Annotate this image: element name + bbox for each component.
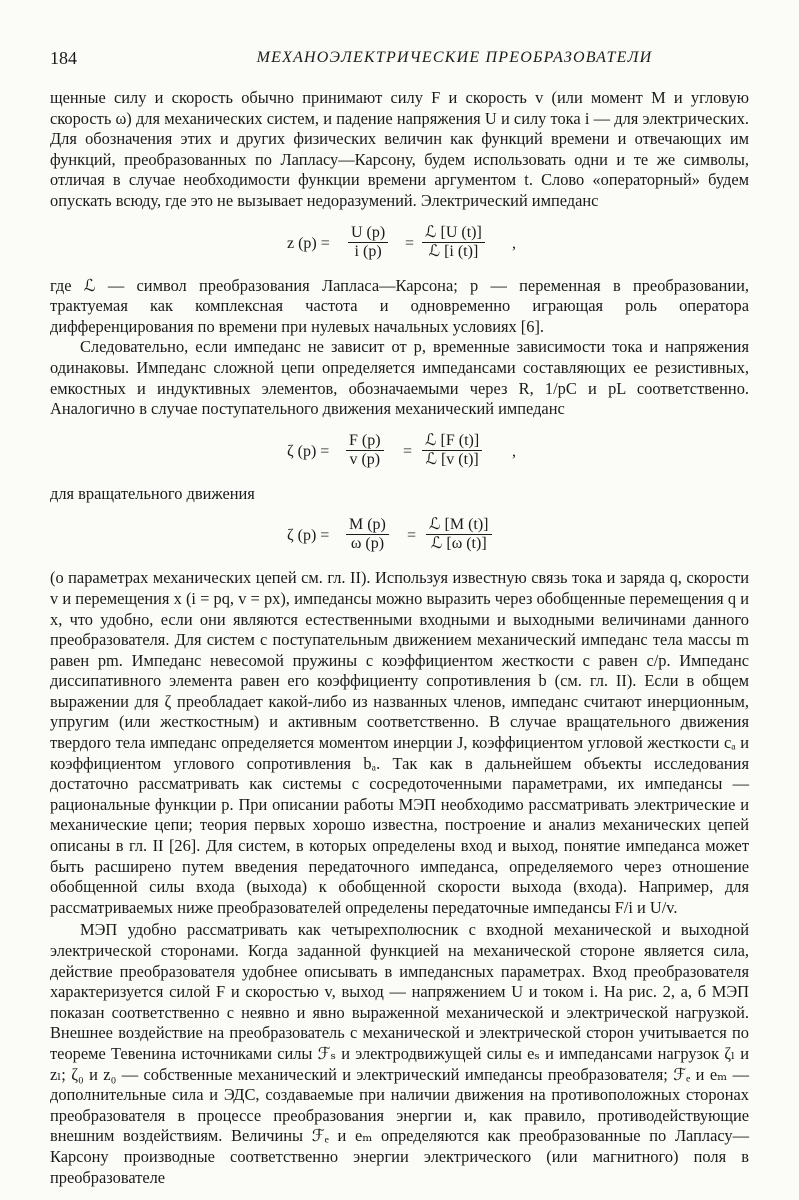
formula-fraction — [348, 224, 388, 261]
formula-fraction-laplace — [422, 432, 482, 469]
formula-fraction — [346, 432, 384, 469]
running-title: МЕХАНОЭЛЕКТРИЧЕСКИЕ ПРЕОБРАЗОВАТЕЛИ — [256, 49, 653, 66]
paragraph-4: для вращательного движения — [50, 483, 255, 503]
formula-lhs: ζ (p) = — [287, 527, 330, 545]
paragraph-1: щенные силу и скорость обычно принимают силу F и скорость v (или момент M и угловую скорость ω) для механических систем, и падение напряжения U и силу тока i — для электрических. Для обозначения этих и других физических величин как функций времени и отвечающих им функций, преобразованных по Лапласу—Карсону, будем использовать одни и те же символы, отличая в случае необходимости функции времени аргументом t. Слово «операторный» будем опускать всюду, где это не вызывает недоразумений. Электрический импеданс — [50, 88, 749, 210]
formula-numerator: F (p) — [346, 432, 384, 451]
page-number: 184 — [50, 48, 77, 68]
formula-mechanical-impedance — [50, 426, 749, 478]
page-header — [50, 48, 749, 72]
formula-lhs: z (p) = — [287, 234, 330, 252]
paragraph-2: где ℒ — символ преобразования Лапласа—Карсона; p — переменная в преобразовании, трактуемая как комплексная частота и одновременно играющая роль оператора дифференцирования по времени при нулевых начальных условиях [6]. — [50, 275, 749, 336]
formula-tail: , — [512, 442, 516, 460]
formula-equals: = — [407, 527, 417, 545]
formula-denominator: ℒ [i (t)] — [428, 242, 479, 260]
paragraph-3: Следовательно, если импеданс не зависит от p, временные зависимости тока и напряжения одинаковы. Импеданс сложной цепи определяется импедансами составляющих ее резистивных, емкостных и индуктивных элементов, обозначаемыми через R, 1/pC и pL соответственно. Аналогично в случае поступательного движения механический импеданс — [50, 337, 749, 419]
formula-numerator: ℒ [U (t)] — [422, 224, 485, 243]
page-body — [50, 88, 749, 1188]
paragraph-5: (о параметрах механических цепей см. гл. II). Используя известную связь тока и заряда q, скорости v и перемещения x (i = pq, v = px), импедансы можно выразить через обобщенные перемещения q и x, что удобно, если они являются естественными входными и выходными величинами данного преобразователя. Для систем с поступательным движением механический импеданс тела массы m равен pm. Импеданс невесомой пружины с коэффициентом жесткости c равен c/p. Импеданс диссипативного элемента равен его коэффициенту сопротивления b (см. гл. II). Если в общем выражении для ζ преобладает какой-либо из названных членов, импеданс считают инерционным, упругим (или жесткостным) и активным соответственно. В случае вращательного движения твердого тела импеданс определяется моментом инерции J, коэффициентом угловой жесткости cₐ и коэффициентом углового сопротивления bₐ. Так как в дальнейшем объекты исследования достаточно рассматривать как системы с сосредоточенными параметрами, их импедансы — рациональные функции p. При описании работы МЭП необходимо рассматривать электрические и механические цепи; теория первых хорошо известна, построение и анализ механических цепей описаны в гл. II [26]. Для систем, в которых определены вход и выход, понятие импеданса может быть расширено путем введения передаточного импеданса, определяемого через отношение обобщенной силы входа (выхода) к обобщенной скорости выхода (входа). Например, для рассматриваемых ниже преобразователей определены передаточные импедансы F/i и U/v. — [50, 568, 749, 917]
formula-denominator: i (p) — [354, 242, 382, 260]
formula-equals: = — [403, 442, 413, 460]
formula-denominator: ℒ [ω (t)] — [430, 535, 487, 553]
formula-lhs: ζ (p) = — [287, 442, 330, 460]
formula-fraction-laplace — [422, 224, 485, 261]
formula-fraction — [346, 516, 389, 553]
formula-numerator: U (p) — [348, 224, 388, 243]
formula-denominator: v (p) — [349, 450, 381, 468]
formula-numerator: ℒ [F (t)] — [422, 432, 482, 451]
formula-numerator: ℒ [M (t)] — [426, 516, 492, 535]
formula-rotational-impedance — [50, 510, 749, 562]
formula-tail: , — [512, 234, 516, 252]
formula-numerator: M (p) — [346, 516, 389, 535]
formula-equals: = — [405, 234, 415, 252]
paragraph-6: МЭП удобно рассматривать как четырехполюсник с входной механической и выходной электрической сторонами. Когда заданной функцией на механической стороне является сила, действие преобразователя удобнее описывать в импедансных параметрах. Вход преобразователя характеризуется силой F и скоростью v, выход — напряжением U и током i. На рис. 2, а, б МЭП показан соответственно с неявно и явно выраженной механической и электрической нагрузкой. Внешнее воздействие на преобразователь с механической и электрической сторон учитывается по теореме Тевенина источниками силы ℱₛ и электродвижущей силы eₛ и импедансами нагрузок ζₗ и zₗ; ζ₀ и z₀ — собственные механический и электрический импедансы преобразователя; ℱₑ и eₘ — дополнительные сила и ЭДС, создаваемые при наличии движения на противоположных сторонах преобразователя в процессе преобразования энергии и, как правило, противодействующие внешним воздействиям. Величины ℱₑ и eₘ определяются как преобразованные по Лапласу—Карсону производные соответственно энергии электрического (или магнитного) поля в преобразователе — [50, 920, 749, 1187]
formula-denominator: ω (p) — [350, 535, 385, 553]
formula-fraction-laplace — [426, 516, 492, 553]
formula-electrical-impedance — [50, 218, 749, 270]
formula-denominator: ℒ [v (t)] — [425, 450, 479, 468]
